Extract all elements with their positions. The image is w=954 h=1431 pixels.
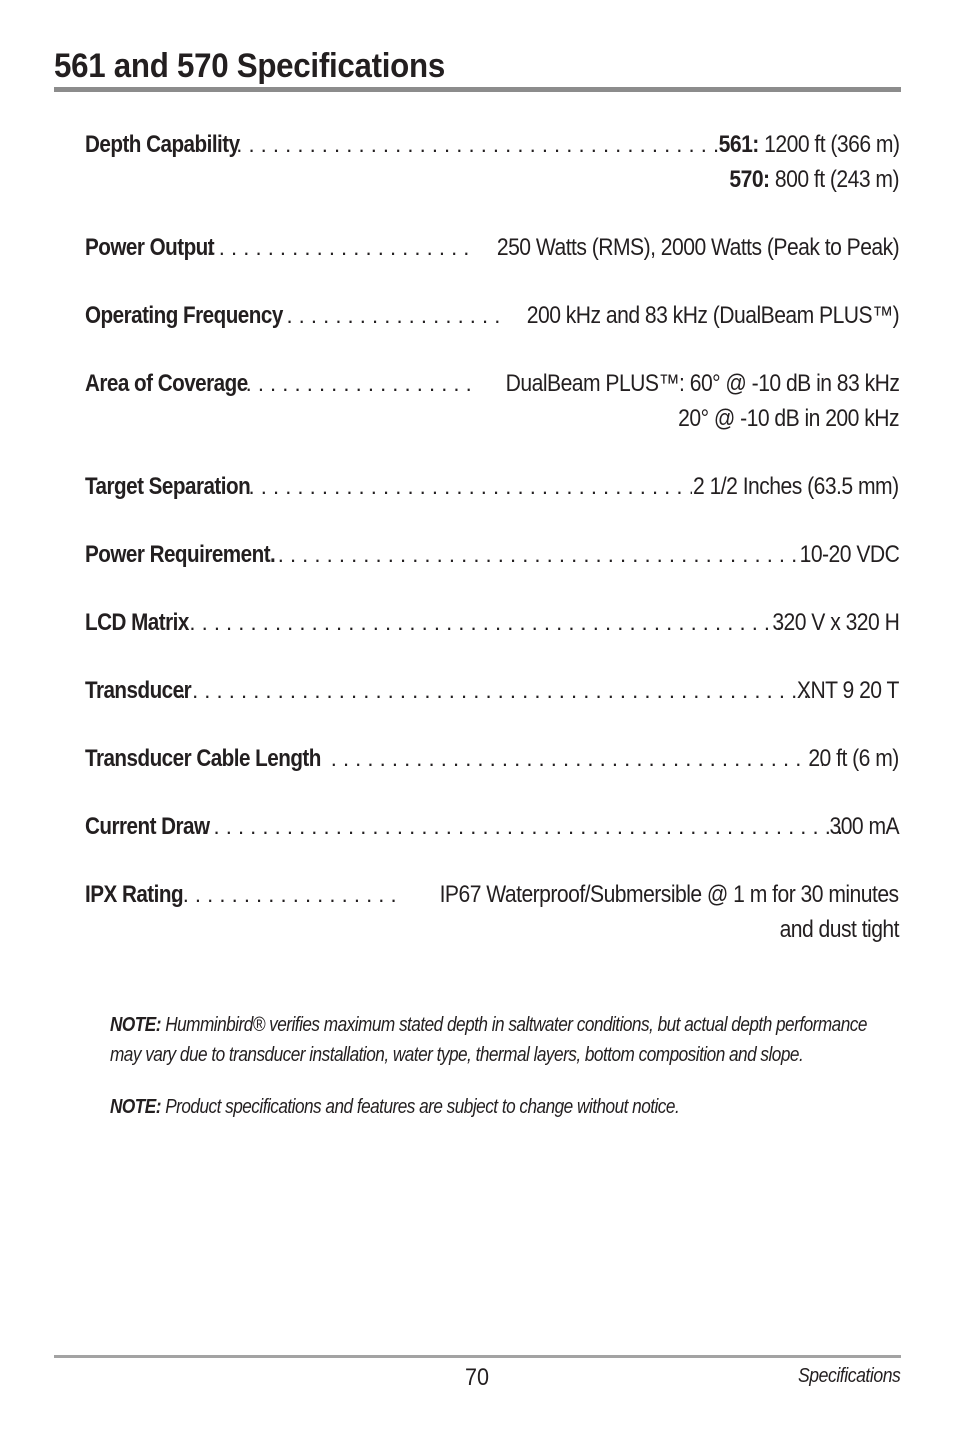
- dot-leader: [201, 809, 846, 844]
- spec-value-text: 250 Watts (RMS), 2000 Watts (Peak to Peak): [496, 234, 899, 261]
- dot-leader: [331, 741, 823, 776]
- spec-line: [85, 741, 899, 776]
- spec-row: [85, 127, 899, 197]
- spec-label: Current Draw: [85, 813, 210, 840]
- spec-label: LCD Matrix: [85, 609, 189, 636]
- spec-label: Power Requirement.: [85, 541, 276, 568]
- spec-value-model: 570:: [729, 166, 775, 193]
- spec-value: [497, 230, 899, 265]
- spec-label: Depth Capability: [85, 131, 240, 158]
- spec-value: [440, 877, 899, 912]
- spec-value-text: DualBeam PLUS™: 60° @ -10 dB in 83 kHz: [505, 370, 899, 397]
- spec-row: [85, 230, 899, 265]
- note-1-text: Humminbird® verifies maximum stated depth in saltwater conditions, but actual depth performance may vary due to transducer installation, water type, thermal layers, bottom composition and slope.: [110, 1014, 867, 1066]
- spec-row: [85, 877, 899, 947]
- note-2-text: Product specifications and features are subject to change without notice.: [160, 1096, 680, 1118]
- spec-line: [85, 298, 899, 333]
- spec-value-text: 20 ft (6 m): [808, 745, 899, 772]
- spec-label: Power Output: [85, 234, 215, 261]
- dot-leader: [246, 366, 479, 401]
- spec-value-text: 200 kHz and 83 kHz (DualBeam PLUS™): [526, 302, 899, 329]
- spec-value: [772, 605, 899, 640]
- spec-row: [85, 741, 899, 776]
- dot-leader: [236, 127, 720, 162]
- spec-value-text: 20° @ -10 dB in 200 kHz: [678, 405, 899, 432]
- spec-value-text: IP67 Waterproof/Submersible @ 1 m for 30 minutes: [440, 881, 899, 908]
- spec-value: [505, 366, 899, 401]
- footer-divider: [54, 1355, 901, 1358]
- spec-label: Area of Coverage: [85, 370, 248, 397]
- spec-value-text: XNT 9 20 T: [797, 677, 899, 704]
- spec-row: [85, 537, 899, 572]
- spec-line: [85, 673, 899, 708]
- spec-label: Operating Frequency: [85, 302, 283, 329]
- spec-label: Target Separation: [85, 473, 251, 500]
- dot-leader: [286, 298, 502, 333]
- notes: [110, 1010, 870, 1144]
- spec-line: [85, 809, 899, 844]
- spec-row: [85, 605, 899, 640]
- spec-row: [85, 298, 899, 333]
- note-2-heading: NOTE:: [110, 1096, 161, 1118]
- spec-value: [718, 127, 899, 162]
- spec-label: IPX Rating: [85, 881, 184, 908]
- spec-row: [85, 809, 899, 844]
- spec-line: [85, 127, 899, 162]
- page-number: 70: [464, 1364, 490, 1391]
- spec-value-text: 10-20 VDC: [799, 541, 899, 568]
- spec-line: [85, 537, 899, 572]
- spec-value: [799, 537, 899, 572]
- spec-row: [85, 469, 899, 504]
- spec-value: [693, 469, 899, 504]
- spec-value: [829, 809, 899, 844]
- dot-leader: [170, 877, 404, 912]
- spec-value-continuation: [183, 401, 899, 436]
- spec-value-model: 561:: [718, 131, 764, 158]
- spec-value-text: 800 ft (243 m): [774, 166, 899, 193]
- spec-line: [85, 469, 899, 504]
- spec-value-text: 300 mA: [829, 813, 899, 840]
- spec-line: [85, 366, 899, 401]
- spec-label: Transducer Cable Length: [85, 745, 321, 772]
- dot-leader: [177, 605, 781, 640]
- spec-value-text: 1200 ft (366 m): [763, 131, 899, 158]
- section-name: Specifications: [797, 1365, 900, 1387]
- spec-value-text: 320 V x 320 H: [772, 609, 899, 636]
- note-1: [110, 1010, 868, 1070]
- spec-value-continuation: [183, 912, 899, 947]
- spec-line: [85, 605, 899, 640]
- page-title: 561 and 570 Specifications: [54, 47, 445, 85]
- spec-row: [85, 366, 899, 436]
- note-1-heading: NOTE:: [110, 1014, 161, 1036]
- note-2: [110, 1092, 868, 1122]
- spec-value: [797, 673, 899, 708]
- spec-value: [809, 741, 899, 776]
- spec-label: Transducer: [85, 677, 192, 704]
- dot-leader: [278, 537, 813, 572]
- dot-leader: [207, 230, 469, 265]
- spec-line: [85, 230, 899, 265]
- spec-row: [85, 673, 899, 708]
- spec-value-continuation: [183, 162, 899, 197]
- spec-value-text: 2 1/2 Inches (63.5 mm): [693, 473, 899, 500]
- dot-leader: [180, 673, 810, 708]
- title-divider: [54, 87, 901, 92]
- dot-leader: [249, 469, 692, 504]
- spec-line: [85, 877, 899, 912]
- spec-list: [85, 127, 899, 980]
- spec-value-text: and dust tight: [779, 916, 899, 943]
- spec-value: [527, 298, 899, 333]
